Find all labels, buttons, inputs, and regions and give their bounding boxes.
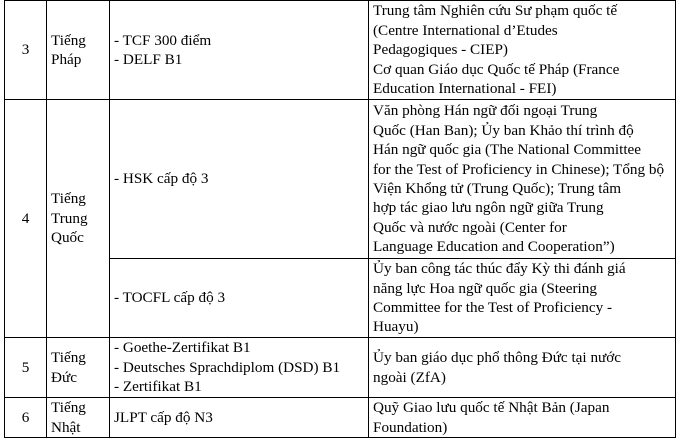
organization-line: hợp tác giao lưu ngôn ngữ giữa Trung — [373, 199, 604, 217]
language-line: Tiếng — [51, 349, 86, 367]
certificate-item: - Goethe-Zertifikat B1 — [114, 339, 251, 357]
organization-cell — [369, 1, 676, 100]
organization-line: Foundation) — [373, 418, 448, 436]
organization-line: (Centre International d’Etudes — [373, 21, 558, 39]
certificate-cell — [110, 100, 369, 259]
language-cell — [47, 1, 110, 100]
organization-line: Ủy ban công tác thúc đẩy Kỳ thi đánh giá — [373, 260, 626, 278]
organization-line: Viện Khổng tử (Trung Quốc); Trung tâm — [373, 180, 622, 197]
language-line: Quốc — [51, 229, 84, 247]
language-line: Đức — [51, 368, 77, 386]
certificate-cell — [110, 338, 369, 398]
language-cell — [47, 398, 110, 438]
row-number: 4 — [5, 100, 47, 338]
organization-line: Quốc (Han Ban); Ủy ban Khảo thí trình độ — [373, 121, 634, 139]
organization-line: for the Test of Proficiency in Chinese); Tổng bộ — [373, 160, 665, 178]
organization-cell — [369, 259, 676, 338]
language-line: Trung — [51, 209, 88, 227]
organization-line: Cơ quan Giáo dục Quốc tế Pháp (France — [373, 60, 620, 78]
language-line: Tiếng — [51, 399, 86, 417]
table-row — [5, 100, 676, 259]
organization-cell — [369, 100, 676, 259]
row-number: 3 — [5, 1, 47, 100]
language-cell — [47, 100, 110, 338]
certificate-item: - Zertifikat B1 — [114, 378, 202, 396]
table-row — [5, 338, 676, 398]
certificate-item: - TOCFL cấp độ 3 — [114, 289, 226, 307]
row-number: 6 — [5, 398, 47, 438]
organization-line: Pedagogiques - CIEP) — [373, 41, 508, 59]
organization-line: Language Education and Cooperation”) — [373, 238, 615, 256]
row-number: 5 — [5, 338, 47, 398]
certificate-item: - DELF B1 — [114, 51, 183, 68]
organization-line: Trung tâm Nghiên cứu Sư phạm quốc tế — [373, 2, 618, 20]
table-row — [5, 1, 676, 100]
language-cell — [47, 338, 110, 398]
certificate-cell — [110, 1, 369, 100]
organization-cell — [369, 338, 676, 398]
certificate-table — [4, 0, 676, 438]
organization-cell — [369, 398, 676, 438]
language-line: Tiếng — [51, 190, 86, 208]
table-row — [5, 398, 676, 438]
certificate-cell — [110, 398, 369, 438]
organization-line: Committee for the Test of Proficiency - — [373, 299, 613, 316]
language-line: Tiếng — [51, 31, 86, 49]
language-line: Pháp — [51, 51, 82, 68]
language-line: Nhật — [51, 418, 81, 436]
organization-line: Hán ngữ quốc gia (The National Committee — [373, 141, 642, 159]
organization-line: Quỹ Giao lưu quốc tế Nhật Bản (Japan — [373, 399, 610, 417]
certificate-item: - HSK cấp độ 3 — [114, 170, 209, 188]
organization-line: ngoài (ZfA) — [373, 368, 446, 386]
organization-line: Huayu) — [373, 318, 419, 336]
certificate-cell — [110, 259, 369, 338]
organization-line: Education International - FEI) — [373, 80, 557, 98]
certificate-item: JLPT cấp độ N3 — [114, 408, 213, 426]
organization-line: Ủy ban giáo dục phổ thông Đức tại nước — [373, 349, 622, 367]
organization-line: Quốc và nước ngoài (Center for — [373, 218, 567, 236]
certificate-item: - TCF 300 điểm — [114, 31, 212, 49]
organization-line: Văn phòng Hán ngữ đối ngoại Trung — [373, 102, 598, 120]
organization-line: năng lực Hoa ngữ quốc gia (Steering — [373, 279, 597, 297]
certificate-item: - Deutsches Sprachdiplom (DSD) B1 — [114, 358, 341, 376]
